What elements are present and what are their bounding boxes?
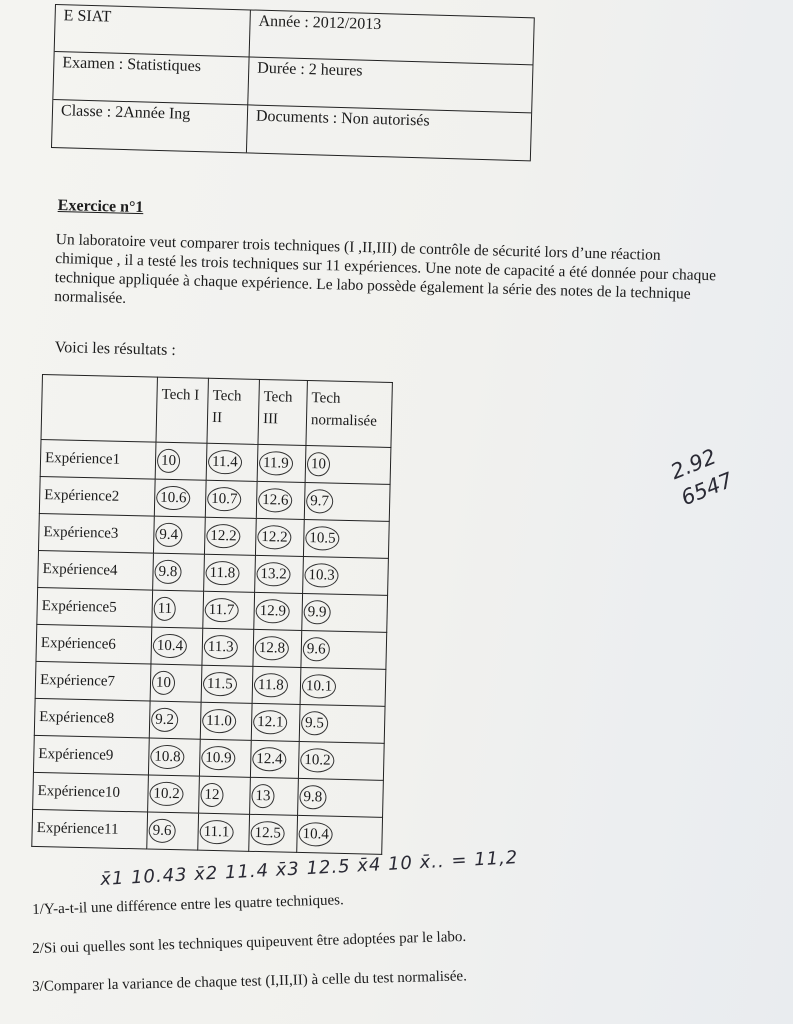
row-label: Expérience1 — [40, 439, 156, 479]
row-label: Expérience9 — [33, 735, 149, 775]
row-label: Expérience5 — [37, 587, 153, 627]
margin-note-text: 2.92 6547 — [667, 444, 737, 511]
table-cell — [253, 629, 302, 667]
table-cell — [300, 667, 386, 706]
table-cell — [250, 740, 299, 778]
table-cell — [303, 556, 389, 595]
header-tech-normalized: Tech normalisée — [306, 381, 392, 448]
results-intro: Voici les résultats : — [54, 339, 176, 359]
table-cell — [151, 627, 203, 665]
table-cell — [203, 591, 255, 629]
cell-value: 11.0 — [202, 709, 236, 734]
cell-value: 11.3 — [204, 635, 238, 660]
cell-value: 11.9 — [259, 451, 293, 476]
cell-value: 13 — [251, 784, 275, 809]
table-cell — [204, 554, 256, 592]
cell-value: 9.6 — [303, 637, 330, 662]
table-cell — [148, 775, 200, 813]
question-2: 2/Si oui quelles sont les techniques quipeuvent être adoptées par le labo. — [32, 928, 467, 957]
table-cell — [302, 593, 388, 632]
table-cell — [251, 703, 300, 741]
table-cell — [254, 592, 303, 630]
cell-value: 12.2 — [257, 525, 292, 550]
cell-value: 10.6 — [156, 486, 191, 511]
results-body — [32, 439, 391, 854]
documents-policy: Documents : Non autorisés — [255, 107, 430, 130]
cell-value: 12.6 — [258, 488, 293, 513]
cell-value: 11.8 — [205, 561, 239, 586]
header-tech-3: Tech III — [258, 379, 307, 445]
exam-subject: Examen : Statistiques — [53, 52, 249, 105]
table-cell — [199, 739, 251, 777]
table-row — [32, 809, 383, 854]
header-empty — [41, 375, 157, 443]
table-cell — [298, 778, 384, 817]
cell-value: 12.2 — [206, 524, 241, 549]
table-cell — [154, 479, 206, 517]
cell-value: 12.5 — [250, 821, 285, 846]
table-cell — [298, 741, 384, 780]
cell-value: 12 — [200, 783, 224, 808]
row-label: Expérience7 — [35, 661, 151, 701]
exam-duration: Durée : 2 heures — [248, 58, 532, 113]
header-tech-2: Tech II — [207, 378, 259, 444]
cell-value: 9.6 — [148, 819, 175, 844]
cell-value: 9.7 — [306, 489, 333, 514]
question-1: 1/Y-a-t-il une différence entre les quatre techniques. — [32, 892, 345, 918]
table-cell — [202, 628, 254, 666]
table-cell — [200, 702, 252, 740]
table-cell — [149, 701, 201, 739]
table-cell — [249, 814, 298, 852]
table-cell — [256, 481, 305, 519]
academic-year: Année : 2012/2013 — [250, 10, 534, 65]
exam-header-table — [51, 4, 535, 161]
table-cell — [206, 443, 258, 481]
handwritten-means: x̄1 10.43 x̄2 11.4 x̄3 12.5 x̄4 10 x̄.. = 11,2 — [99, 847, 519, 890]
cell-value: 10 — [157, 449, 181, 474]
cell-value: 10.4 — [153, 634, 188, 659]
cell-value: 11.7 — [204, 598, 238, 623]
class-level: Classe : 2Année Ing — [52, 100, 248, 153]
row-label: Expérience8 — [34, 698, 150, 738]
table-cell — [297, 815, 383, 854]
table-cell — [204, 517, 256, 555]
row-label: Expérience6 — [36, 624, 152, 664]
cell-value: 10.2 — [149, 782, 184, 807]
table-cell — [255, 518, 304, 556]
row-label: Expérience4 — [38, 550, 154, 590]
table-cell — [201, 665, 253, 703]
table-cell — [155, 442, 207, 480]
cell-value: 10.7 — [207, 487, 242, 512]
cell-value: 10 — [152, 671, 176, 696]
table-cell — [148, 738, 200, 776]
exercise-paragraph: Un laboratoire veut comparer trois techniques (I ,II,III) de contrôle de sécurité lors d’une réaction chimique , il a testé les trois techniques sur 11 expériences. Une note de capacité a été donnée pour chaque technique appliquée à chaque expérience. Le labo possède également la série des notes de la technique normalisée. — [54, 230, 717, 307]
cell-value: 12.4 — [252, 747, 287, 772]
table-header-row — [41, 375, 392, 448]
cell-value: 11.5 — [203, 672, 237, 697]
table-cell — [205, 480, 257, 518]
table-cell — [303, 519, 389, 558]
school-name: E SIAT — [55, 5, 251, 58]
cell-value: 12.1 — [253, 710, 288, 735]
table-cell — [305, 446, 391, 485]
table-cell — [257, 444, 306, 482]
table-cell — [304, 482, 390, 521]
cell-value: 11 — [153, 597, 176, 622]
cell-value: 9.5 — [301, 711, 328, 736]
header-tech-1: Tech I — [156, 377, 208, 443]
cell-value: 10.8 — [150, 745, 185, 770]
table-cell — [150, 664, 202, 702]
table-cell — [299, 704, 385, 743]
results-table — [31, 374, 393, 855]
row-label: Expérience3 — [38, 513, 154, 553]
cell-value: 13.2 — [256, 562, 291, 587]
cell-value: 9.4 — [155, 523, 182, 548]
cell-value: 11.1 — [199, 820, 233, 845]
cell-value: 11.8 — [254, 673, 288, 698]
cell-value: 10.4 — [298, 822, 333, 847]
table-cell — [301, 630, 387, 669]
table-cell — [152, 590, 204, 628]
cell-value: 10.1 — [302, 674, 337, 699]
table-cell — [199, 776, 251, 814]
table-cell — [153, 553, 205, 591]
cell-value: 12.9 — [255, 599, 290, 624]
cell-value: 10.3 — [304, 563, 339, 588]
table-cell — [255, 555, 304, 593]
row-label: Expérience11 — [32, 809, 148, 849]
exercise-title: Exercice n°1 — [57, 197, 144, 217]
cell-value: 10.5 — [305, 526, 340, 551]
row-label: Expérience10 — [33, 772, 149, 812]
row-label: Expérience2 — [39, 476, 155, 516]
cell-value: 10.2 — [300, 748, 335, 773]
table-cell — [147, 812, 199, 850]
question-3: 3/Comparer la variance de chaque test (I,II,II) à celle du test normalisée. — [32, 968, 468, 995]
table-cell — [198, 813, 250, 851]
cell-value: 10 — [307, 452, 331, 477]
cell-value: 11.4 — [208, 450, 242, 475]
cell-value: 9.8 — [299, 785, 326, 810]
table-cell — [153, 516, 205, 554]
cell-value: 12.8 — [255, 636, 290, 661]
table-cell — [250, 777, 299, 815]
table-cell — [252, 666, 301, 704]
cell-value: 9.9 — [303, 600, 330, 625]
handwritten-margin-note — [666, 440, 737, 512]
cell-value: 9.2 — [151, 708, 178, 733]
cell-value: 9.8 — [154, 560, 181, 585]
cell-value: 10.9 — [201, 746, 236, 771]
